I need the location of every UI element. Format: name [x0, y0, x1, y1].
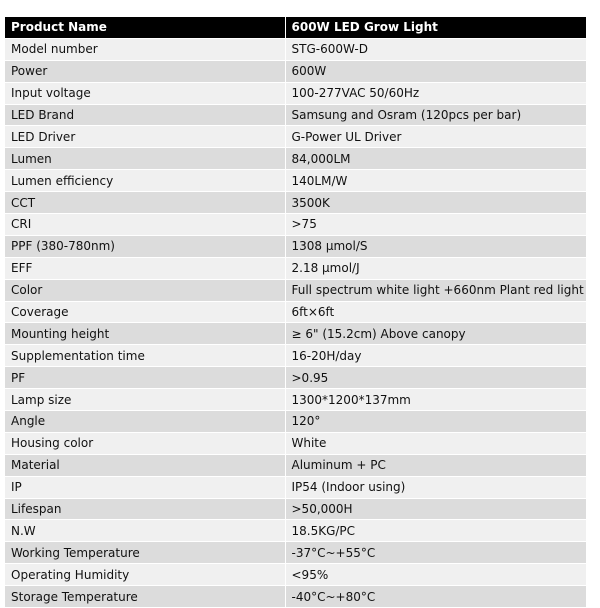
- table-row: [5, 323, 586, 345]
- table-row: [5, 38, 586, 60]
- table-row: [5, 126, 586, 148]
- spec-value: >75: [285, 214, 586, 236]
- table-row: [5, 476, 586, 498]
- spec-label: N.W: [5, 520, 285, 542]
- table-row: [5, 104, 586, 126]
- spec-value: ≥ 6" (15.2cm) Above canopy: [285, 323, 586, 345]
- spec-value: >0.95: [285, 367, 586, 389]
- spec-value: 100-277VAC 50/60Hz: [285, 82, 586, 104]
- table-row: [5, 345, 586, 367]
- spec-value: G-Power UL Driver: [285, 126, 586, 148]
- table-row: [5, 192, 586, 214]
- spec-label: Model number: [5, 38, 285, 60]
- spec-value: 3500K: [285, 192, 586, 214]
- table-row: [5, 279, 586, 301]
- table-row: [5, 148, 586, 170]
- spec-value: >50,000H: [285, 498, 586, 520]
- spec-label: Color: [5, 279, 285, 301]
- spec-label: Operating Humidity: [5, 564, 285, 586]
- table-row: [5, 542, 586, 564]
- spec-label: Material: [5, 454, 285, 476]
- spec-value: 1300*1200*137mm: [285, 389, 586, 411]
- table-row: [5, 257, 586, 279]
- spec-value: STG-600W-D: [285, 38, 586, 60]
- table-row: [5, 520, 586, 542]
- spec-value: 600W: [285, 60, 586, 82]
- spec-value: 120°: [285, 411, 586, 433]
- spec-label: Input voltage: [5, 82, 285, 104]
- spec-value: 6ft×6ft: [285, 301, 586, 323]
- spec-value: 140LM/W: [285, 170, 586, 192]
- spec-label: IP: [5, 476, 285, 498]
- table-row: [5, 586, 586, 608]
- spec-value: Samsung and Osram (120pcs per bar): [285, 104, 586, 126]
- spec-value: 16-20H/day: [285, 345, 586, 367]
- table-header-row: [5, 17, 586, 38]
- spec-label: Lifespan: [5, 498, 285, 520]
- spec-label: PF: [5, 367, 285, 389]
- spec-label: Mounting height: [5, 323, 285, 345]
- spec-label: CRI: [5, 214, 285, 236]
- spec-value: -40°C~+80°C: [285, 586, 586, 608]
- spec-label: Power: [5, 60, 285, 82]
- spec-value: White: [285, 432, 586, 454]
- spec-value: 1308 μmol/S: [285, 235, 586, 257]
- spec-value: 18.5KG/PC: [285, 520, 586, 542]
- table-row: [5, 235, 586, 257]
- spec-value: Full spectrum white light +660nm Plant red light: [285, 279, 586, 301]
- spec-label: Angle: [5, 411, 285, 433]
- table-row: [5, 454, 586, 476]
- spec-label: Working Temperature: [5, 542, 285, 564]
- spec-label: Lumen: [5, 148, 285, 170]
- spec-value: Aluminum + PC: [285, 454, 586, 476]
- table-row: [5, 564, 586, 586]
- table-row: [5, 170, 586, 192]
- table-row: [5, 411, 586, 433]
- table-row: [5, 60, 586, 82]
- table-row: [5, 301, 586, 323]
- header-value: 600W LED Grow Light: [285, 17, 586, 38]
- spec-value: 84,000LM: [285, 148, 586, 170]
- table-row: [5, 367, 586, 389]
- spec-label: Storage Temperature: [5, 586, 285, 608]
- spec-label: Lamp size: [5, 389, 285, 411]
- spec-label: CCT: [5, 192, 285, 214]
- table-body: [5, 38, 586, 607]
- spec-label: PPF (380-780nm): [5, 235, 285, 257]
- spec-label: Coverage: [5, 301, 285, 323]
- table-row: [5, 214, 586, 236]
- spec-value: <95%: [285, 564, 586, 586]
- spec-label: LED Brand: [5, 104, 285, 126]
- spec-label: LED Driver: [5, 126, 285, 148]
- spec-label: EFF: [5, 257, 285, 279]
- table-row: [5, 498, 586, 520]
- spec-value: -37°C~+55°C: [285, 542, 586, 564]
- table-row: [5, 82, 586, 104]
- spec-label: Supplementation time: [5, 345, 285, 367]
- table-row: [5, 432, 586, 454]
- spec-label: Housing color: [5, 432, 285, 454]
- table-row: [5, 389, 586, 411]
- spec-label: Lumen efficiency: [5, 170, 285, 192]
- spec-value: 2.18 μmol/J: [285, 257, 586, 279]
- spec-value: IP54 (Indoor using): [285, 476, 586, 498]
- header-label: Product Name: [5, 17, 285, 38]
- spec-table: [5, 17, 586, 608]
